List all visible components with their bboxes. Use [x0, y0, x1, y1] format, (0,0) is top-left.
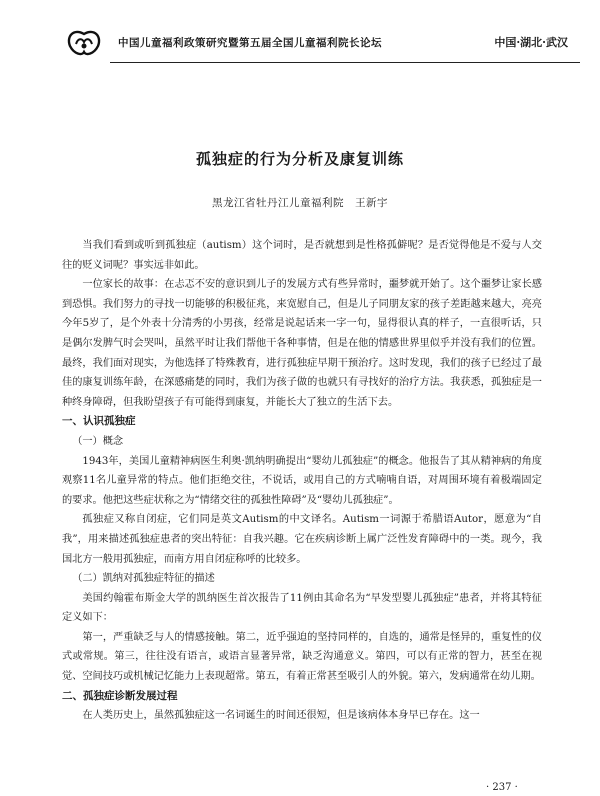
header-conference-name: 中国儿童福利政策研究暨第五届全国儿童福利院长论坛 — [118, 37, 382, 49]
paragraph-features-list: 第一，严重缺乏与人的情感接触。第二，近乎强迫的坚持同样的，自选的，通常是怪异的，重复性的仪式或常规。第三，往往没有语言，或语言显著异常，缺乏沟通意义。第四，可以有正常的智力，甚至在视觉、空间技巧或机械记忆能力上表现超常。第五，有着正常甚至吸引人的外貌。第六，发病通常在幼儿期。 — [62, 631, 542, 683]
header-location: 中国·湖北·武汉 — [494, 36, 568, 49]
header-divider — [110, 62, 580, 63]
page-number: · 237 · — [486, 782, 518, 793]
subsection-heading-kanner-description: （二）凯纳对孤独症特征的描述 — [72, 573, 215, 585]
article-author: 黑龙江省牡丹江儿童福利院 王新宇 — [212, 197, 388, 209]
conference-logo-icon — [64, 26, 104, 58]
article-title: 孤独症的行为分析及康复训练 — [195, 150, 404, 168]
article-body — [62, 236, 542, 726]
paragraph-kanner-history: 1943年，美国儿童精神病医生利奥·凯纳明确提出“婴幼儿孤独症”的概念。他报告了其从精神病的角度观察11名儿童异常的特点。他们拒绝交往，不说话，或用自己的方式喃喃自语，对周围环境有着极端固定的要求。他把这些症状称之为“情绪交往的孤独性障碍”及“婴幼儿孤独症”。 — [62, 455, 542, 506]
paragraph-history-start: 在人类历史上，虽然孤独症这一名词诞生的时间还很短，但是该病体本身早已存在。这一 — [82, 710, 480, 722]
section-heading-diagnosis: 二、孤独症诊断发展过程 — [62, 689, 178, 702]
section-heading-understanding: 一、认识孤独症 — [62, 415, 136, 428]
subsection-heading-concept: （一）概念 — [72, 435, 124, 447]
paragraph-intro: 当我们看到或听到孤独症（autism）这个词时，是否就想到是性格孤僻呢？是否觉得他是不爱与人交往的贬义词呢？事实远非如此。 — [62, 240, 542, 271]
paragraph-parent-story: 一位家长的故事：在忐忑不安的意识到儿子的发展方式有些异常时，噩梦就开始了。这个噩梦让家长感到恐惧。我们努力的寻找一切能够的积极征兆，来宽慰自己，但是儿子同朋友家的孩子差距越来越大，亮亮今年5岁了，是个外表十分清秀的小男孩，经常是说起话来一字一句，显得很认真的样子，一直很听话，只是偶尔发脾气时会哭叫，虽然平时让我们帮他干各种事情，但是在他的情感世界里似乎并没有我们的位置。最终，我们面对现实，为他选择了特殊教育，进行孤独症早期干预治疗。这时发现，我们的孩子已经过了最佳的康复训练年龄，在深感痛楚的同时，我们为孩子做的也就只有寻找好的治疗方法。我获悉，孤独症是一种终身障碍，但我盼望孩子有可能得到康复，并能长大了独立的生活下去。 — [62, 279, 542, 408]
paragraph-kanner-report: 美国约翰霍布斯金大学的凯纳医生首次报告了11例由其命名为“早发型婴儿孤独症”患者，并将其特征定义如下： — [62, 592, 542, 624]
paragraph-autism-term: 孤独症又称自闭症，它们同是英文Autism的中文译名。Autism一词源于希腊语Autor，愿意为“自我”，用来描述孤独症患者的突出特征：自我兴趣。它在疾病诊断上属广泛性发育障碍中的一类。现今，我国北方一般用孤独症，而南方用自闭症称呼的比较多。 — [62, 514, 542, 565]
page-header — [22, 26, 578, 58]
